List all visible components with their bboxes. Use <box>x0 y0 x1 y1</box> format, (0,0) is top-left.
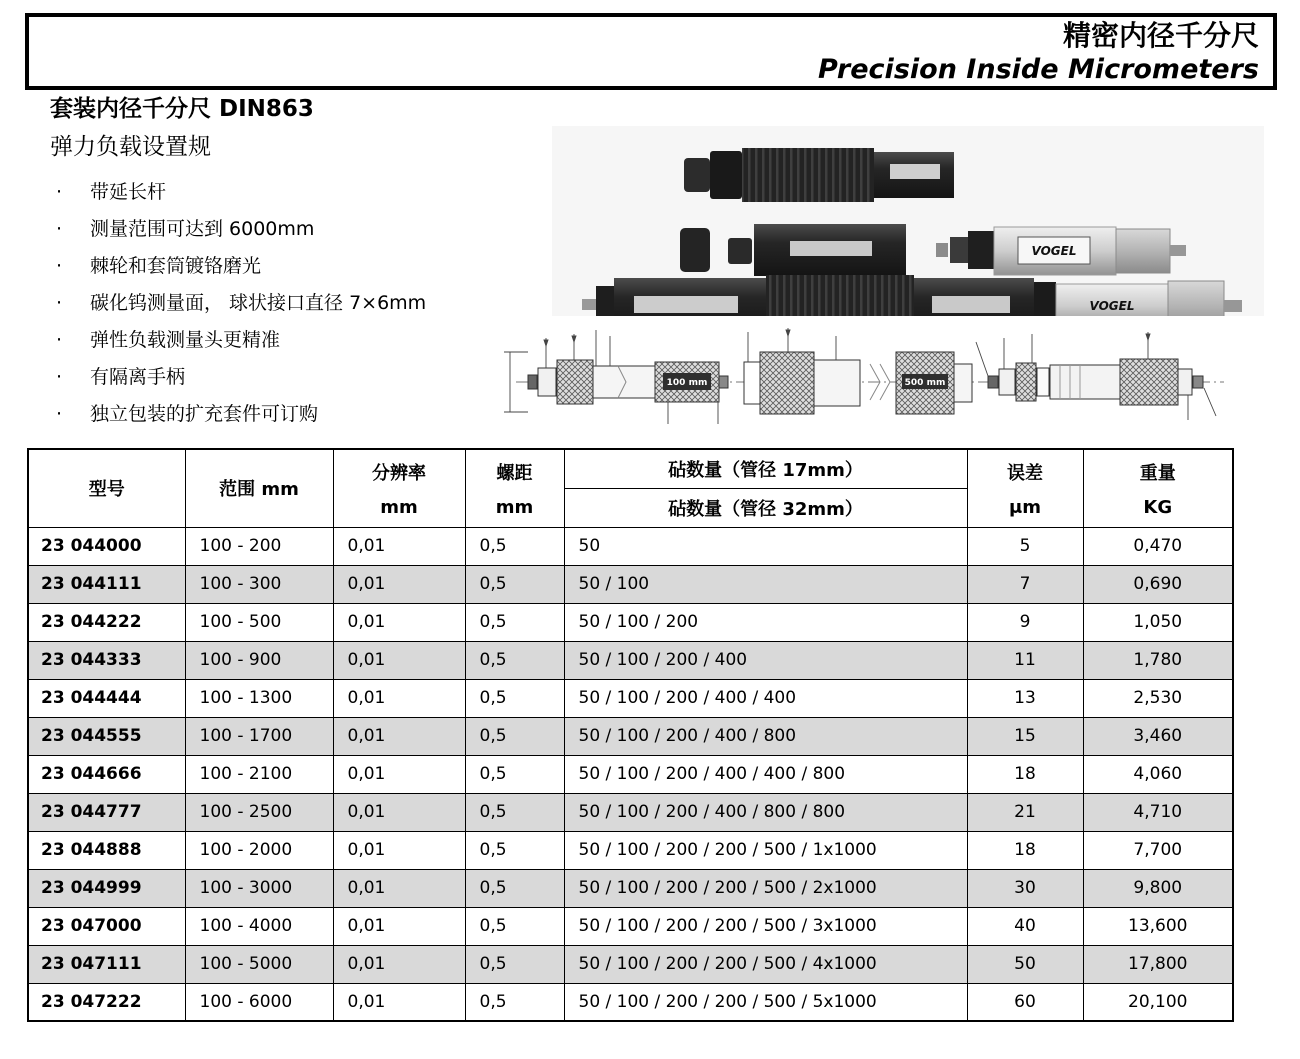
cell-resolution: 0,01 <box>333 755 465 793</box>
header-box <box>25 13 1277 90</box>
cell-anvils: 50 / 100 / 200 / 200 / 500 / 1x1000 <box>564 831 967 869</box>
header-error-line1: 误差 <box>1007 463 1043 484</box>
extension-rod-long <box>582 275 1034 316</box>
spec-table <box>27 448 1234 1022</box>
cell-resolution: 0,01 <box>333 945 465 983</box>
table-row <box>28 755 1233 793</box>
cell-weight: 0,690 <box>1083 565 1233 603</box>
feature-text: 独立包装的扩充套件可订购 <box>90 403 319 425</box>
cell-resolution: 0,01 <box>333 565 465 603</box>
cell-range: 100 - 200 <box>185 527 333 565</box>
page-title-en: Precision Inside Micrometers <box>817 54 1259 85</box>
cell-range: 100 - 4000 <box>185 907 333 945</box>
feature-text: 碳化钨测量面， 球状接口直径 7×6mm <box>90 292 427 314</box>
brand-text: VOGEL <box>1089 299 1135 313</box>
cell-anvils: 50 / 100 / 200 / 400 / 800 / 800 <box>564 793 967 831</box>
cell-model: 23 044333 <box>28 641 185 679</box>
cell-error: 40 <box>967 907 1083 945</box>
cell-model: 23 044111 <box>28 565 185 603</box>
cell-pitch: 0,5 <box>465 793 564 831</box>
cell-pitch: 0,5 <box>465 755 564 793</box>
cell-model: 23 044777 <box>28 793 185 831</box>
cell-model: 23 044666 <box>28 755 185 793</box>
cell-error: 9 <box>967 603 1083 641</box>
rod-label-strip <box>634 296 738 313</box>
cell-model: 23 044222 <box>28 603 185 641</box>
cell-resolution: 0,01 <box>333 717 465 755</box>
table-row <box>28 869 1233 907</box>
cell-resolution: 0,01 <box>333 527 465 565</box>
feature-text: 带延长杆 <box>90 181 167 203</box>
cell-anvils: 50 / 100 / 200 / 400 / 400 <box>564 679 967 717</box>
cell-error: 15 <box>967 717 1083 755</box>
section-subtitle: 弹力负载设置规 <box>50 134 211 160</box>
cell-range: 100 - 5000 <box>185 945 333 983</box>
cell-anvils: 50 / 100 / 200 / 200 / 500 / 4x1000 <box>564 945 967 983</box>
cell-weight: 9,800 <box>1083 869 1233 907</box>
cell-anvils: 50 / 100 / 200 / 200 / 500 / 3x1000 <box>564 907 967 945</box>
cell-model: 23 044555 <box>28 717 185 755</box>
cell-error: 60 <box>967 983 1083 1021</box>
cell-resolution: 0,01 <box>333 603 465 641</box>
header-weight <box>1083 449 1233 527</box>
bullet-dot: · <box>56 366 63 388</box>
feature-text: 有隔离手柄 <box>90 366 186 388</box>
header-range: 范围 mm <box>185 449 333 527</box>
header-error-line2: μm <box>1008 496 1041 518</box>
cell-pitch: 0,5 <box>465 831 564 869</box>
header-pitch <box>465 449 564 527</box>
bullet-dot: · <box>56 255 63 277</box>
cell-resolution: 0,01 <box>333 983 465 1021</box>
cell-error: 18 <box>967 755 1083 793</box>
cell-error: 30 <box>967 869 1083 907</box>
header-error <box>967 449 1083 527</box>
cell-pitch: 0,5 <box>465 679 564 717</box>
table-row <box>28 983 1233 1021</box>
rod-label-strip <box>890 164 940 179</box>
bullet-dot: · <box>56 292 63 314</box>
cell-anvils: 50 <box>564 527 967 565</box>
cell-resolution: 0,01 <box>333 831 465 869</box>
feature-list <box>50 182 530 425</box>
brand-text: VOGEL <box>1031 244 1077 258</box>
cell-range: 100 - 500 <box>185 603 333 641</box>
cell-anvils: 50 / 100 <box>564 565 967 603</box>
cell-anvils: 50 / 100 / 200 / 200 / 500 / 5x1000 <box>564 983 967 1021</box>
cell-model: 23 047222 <box>28 983 185 1021</box>
drawing-label: 100 mm <box>666 378 708 388</box>
cell-resolution: 0,01 <box>333 679 465 717</box>
cell-pitch: 0,5 <box>465 945 564 983</box>
drawing-left-unit <box>528 360 728 404</box>
cell-range: 100 - 300 <box>185 565 333 603</box>
drawing-label: 500 mm <box>904 378 946 388</box>
cell-weight: 4,710 <box>1083 793 1233 831</box>
table-row <box>28 641 1233 679</box>
cell-error: 7 <box>967 565 1083 603</box>
feature-item <box>50 330 530 351</box>
spec-table-body <box>28 527 1233 1021</box>
cell-anvils: 50 / 100 / 200 / 400 / 400 / 800 <box>564 755 967 793</box>
cell-error: 50 <box>967 945 1083 983</box>
cell-pitch: 0,5 <box>465 983 564 1021</box>
feature-item <box>50 256 530 277</box>
cell-weight: 7,700 <box>1083 831 1233 869</box>
cell-weight: 13,600 <box>1083 907 1233 945</box>
table-row <box>28 717 1233 755</box>
header-anvil-32: 砧数量（管径 32mm） <box>564 488 967 527</box>
cell-model: 23 044999 <box>28 869 185 907</box>
header-resolution-line1: 分辨率 <box>372 463 426 484</box>
micrometer-head-upper <box>936 227 1186 275</box>
description-column <box>50 94 530 441</box>
cell-pitch: 0,5 <box>465 603 564 641</box>
table-row <box>28 603 1233 641</box>
feature-text: 棘轮和套筒镀铬磨光 <box>90 255 262 277</box>
feature-item <box>50 219 530 240</box>
cell-anvils: 50 / 100 / 200 / 400 <box>564 641 967 679</box>
cell-anvils: 50 / 100 / 200 <box>564 603 967 641</box>
cell-anvils: 50 / 100 / 200 / 400 / 800 <box>564 717 967 755</box>
cell-resolution: 0,01 <box>333 641 465 679</box>
feature-item <box>50 293 530 314</box>
cell-weight: 3,460 <box>1083 717 1233 755</box>
cell-weight: 0,470 <box>1083 527 1233 565</box>
cell-resolution: 0,01 <box>333 793 465 831</box>
cell-range: 100 - 900 <box>185 641 333 679</box>
header-pitch-line1: 螺距 <box>496 463 533 484</box>
cell-weight: 2,530 <box>1083 679 1233 717</box>
cell-pitch: 0,5 <box>465 565 564 603</box>
cell-model: 23 044888 <box>28 831 185 869</box>
table-row <box>28 679 1233 717</box>
header-weight-line2: KG <box>1143 496 1173 518</box>
cell-model: 23 047111 <box>28 945 185 983</box>
cell-range: 100 - 2500 <box>185 793 333 831</box>
cell-error: 5 <box>967 527 1083 565</box>
cell-pitch: 0,5 <box>465 717 564 755</box>
cell-model: 23 044444 <box>28 679 185 717</box>
rod-label-strip <box>790 241 872 256</box>
cell-weight: 17,800 <box>1083 945 1233 983</box>
cell-resolution: 0,01 <box>333 869 465 907</box>
cell-range: 100 - 6000 <box>185 983 333 1021</box>
cell-range: 100 - 2100 <box>185 755 333 793</box>
cell-pitch: 0,5 <box>465 907 564 945</box>
header-anvil-17: 砧数量（管径 17mm） <box>564 449 967 488</box>
rod-label-strip <box>932 296 1010 313</box>
cell-pitch: 0,5 <box>465 641 564 679</box>
cell-anvils: 50 / 100 / 200 / 200 / 500 / 2x1000 <box>564 869 967 907</box>
spec-table-header <box>28 449 1233 527</box>
table-row <box>28 527 1233 565</box>
cell-pitch: 0,5 <box>465 869 564 907</box>
header-resolution-line2: mm <box>380 496 418 518</box>
extension-rod-middle <box>728 224 906 276</box>
page-title-cn: 精密内径千分尺 <box>1062 19 1259 52</box>
cell-range: 100 - 3000 <box>185 869 333 907</box>
feature-item <box>50 182 530 203</box>
drawing-middle-unit <box>744 352 972 414</box>
product-photo <box>552 126 1264 316</box>
cell-error: 18 <box>967 831 1083 869</box>
section-title: 套装内径千分尺 DIN863 <box>50 96 314 122</box>
cell-weight: 20,100 <box>1083 983 1233 1021</box>
header-weight-line1: 重量 <box>1139 463 1176 484</box>
cell-weight: 1,780 <box>1083 641 1233 679</box>
cell-range: 100 - 2000 <box>185 831 333 869</box>
cell-error: 21 <box>967 793 1083 831</box>
cell-error: 13 <box>967 679 1083 717</box>
table-row <box>28 565 1233 603</box>
cell-pitch: 0,5 <box>465 527 564 565</box>
cell-range: 100 - 1300 <box>185 679 333 717</box>
feature-item <box>50 404 530 425</box>
cell-weight: 4,060 <box>1083 755 1233 793</box>
table-row <box>28 831 1233 869</box>
header-model: 型号 <box>28 449 185 527</box>
feature-text: 弹性负载测量头更精准 <box>90 329 281 351</box>
bullet-dot: · <box>56 329 63 351</box>
cell-weight: 1,050 <box>1083 603 1233 641</box>
feature-text: 测量范围可达到 6000mm <box>90 218 315 240</box>
cell-range: 100 - 1700 <box>185 717 333 755</box>
bullet-dot: · <box>56 181 63 203</box>
micrometer-head-lower <box>1034 281 1242 316</box>
cell-model: 23 044000 <box>28 527 185 565</box>
bullet-dot: · <box>56 218 63 240</box>
header-resolution <box>333 449 465 527</box>
cell-model: 23 047000 <box>28 907 185 945</box>
extension-cap <box>680 228 710 272</box>
header-pitch-line2: mm <box>495 496 534 518</box>
table-row <box>28 793 1233 831</box>
bullet-dot: · <box>56 403 63 425</box>
table-row <box>28 907 1233 945</box>
cell-resolution: 0,01 <box>333 907 465 945</box>
table-row <box>28 945 1233 983</box>
drawing-right-unit <box>988 359 1203 405</box>
feature-item <box>50 367 530 388</box>
technical-drawing <box>488 316 1236 442</box>
extension-rod-top <box>684 148 954 202</box>
cell-error: 11 <box>967 641 1083 679</box>
